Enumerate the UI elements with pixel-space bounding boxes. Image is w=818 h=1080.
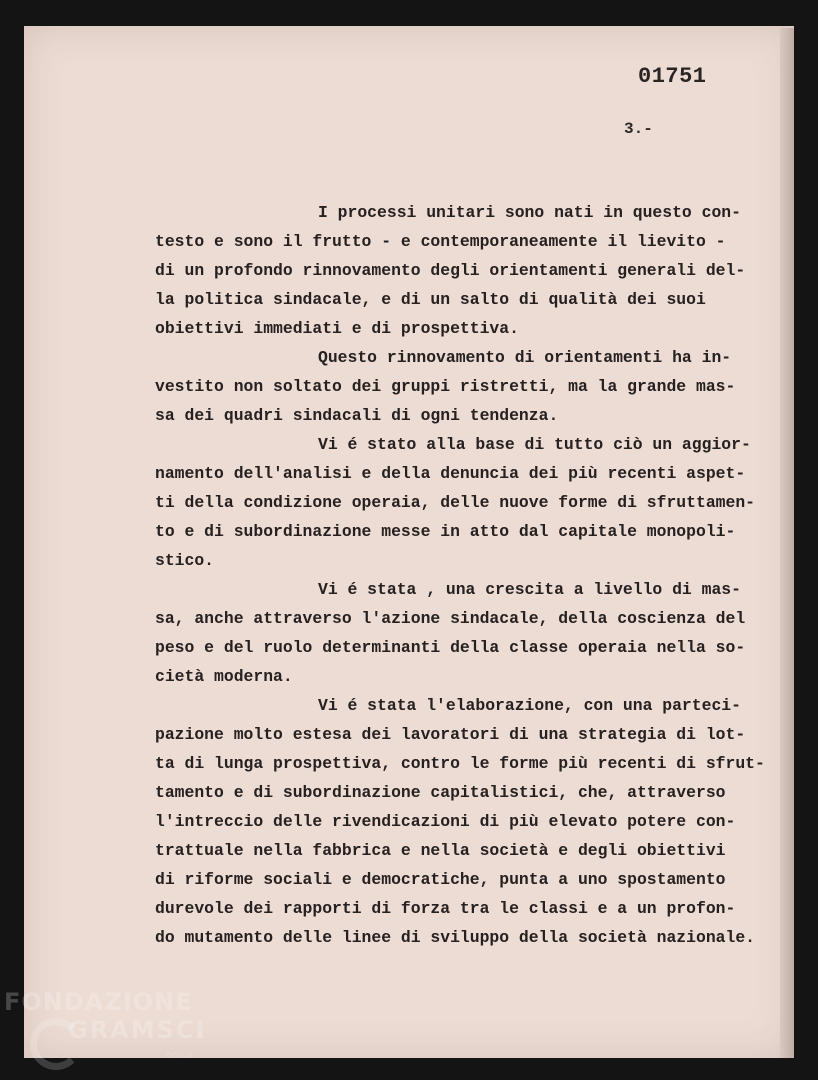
watermark-line-1: FONDAZIONE — [4, 988, 193, 1016]
text-line: to e di subordinazione messe in atto dal capitale monopoli- — [155, 522, 736, 541]
text-line: durevole dei rapporti di forza tra le classi e a un profon- — [155, 899, 736, 918]
gramsci-g-icon — [30, 1018, 82, 1070]
text-line: pazione molto estesa dei lavoratori di una strategia di lot- — [155, 725, 746, 744]
text-line: namento dell'analisi e della denuncia dei più recenti aspet- — [155, 464, 746, 483]
text-line: I processi unitari sono nati in questo con- — [318, 203, 741, 222]
archive-number: 01751 — [638, 64, 707, 89]
text-line: l'intreccio delle rivendicazioni di più elevato potere con- — [155, 812, 736, 831]
text-line: ti della condizione operaia, delle nuove forme di sfruttamen- — [155, 493, 755, 512]
text-line: di riforme sociali e democratiche, punta a uno spostamento — [155, 870, 726, 889]
text-line: la politica sindacale, e di un salto di qualità dei suoi — [155, 290, 706, 309]
text-line: Vi é stata , una crescita a livello di mas- — [318, 580, 741, 599]
text-line: stico. — [155, 551, 215, 570]
text-line: cietà moderna. — [155, 667, 293, 686]
text-line: sa dei quadri sindacali di ogni tendenza. — [155, 406, 559, 425]
text-line: Vi é stata l'elaborazione, con una parteci- — [318, 696, 741, 715]
text-line: obiettivi immediati e di prospettiva. — [155, 319, 519, 338]
page-edge — [780, 28, 794, 1058]
text-line: Questo rinnovamento di orientamenti ha in- — [318, 348, 732, 367]
watermark-line-3: onlus — [166, 1050, 193, 1061]
text-line: trattuale nella fabbrica e nella società e degli obiettivi — [155, 841, 726, 860]
text-line: testo e sono il frutto - e contemporaneamente il lievito - — [155, 232, 726, 251]
text-line: Vi é stato alla base di tutto ciò un aggior- — [318, 435, 751, 454]
text-line: ta di lunga prospettiva, contro le forme più recenti di sfrut- — [155, 754, 765, 773]
text-line: sa, anche attraverso l'azione sindacale, della coscienza del — [155, 609, 746, 628]
text-line: tamento e di subordinazione capitalistici, che, attraverso — [155, 783, 726, 802]
text-line: peso e del ruolo determinanti della classe operaia nella so- — [155, 638, 746, 657]
text-line: do mutamento delle linee di sviluppo della società nazionale. — [155, 928, 755, 947]
watermark-line-2: GRAMSCI — [68, 1016, 207, 1044]
body-text — [155, 198, 765, 952]
text-line: vestito non soltato dei gruppi ristretti, ma la grande mas- — [155, 377, 736, 396]
page-number: 3.- — [624, 120, 653, 138]
text-line: di un profondo rinnovamento degli orientamenti generali del- — [155, 261, 746, 280]
